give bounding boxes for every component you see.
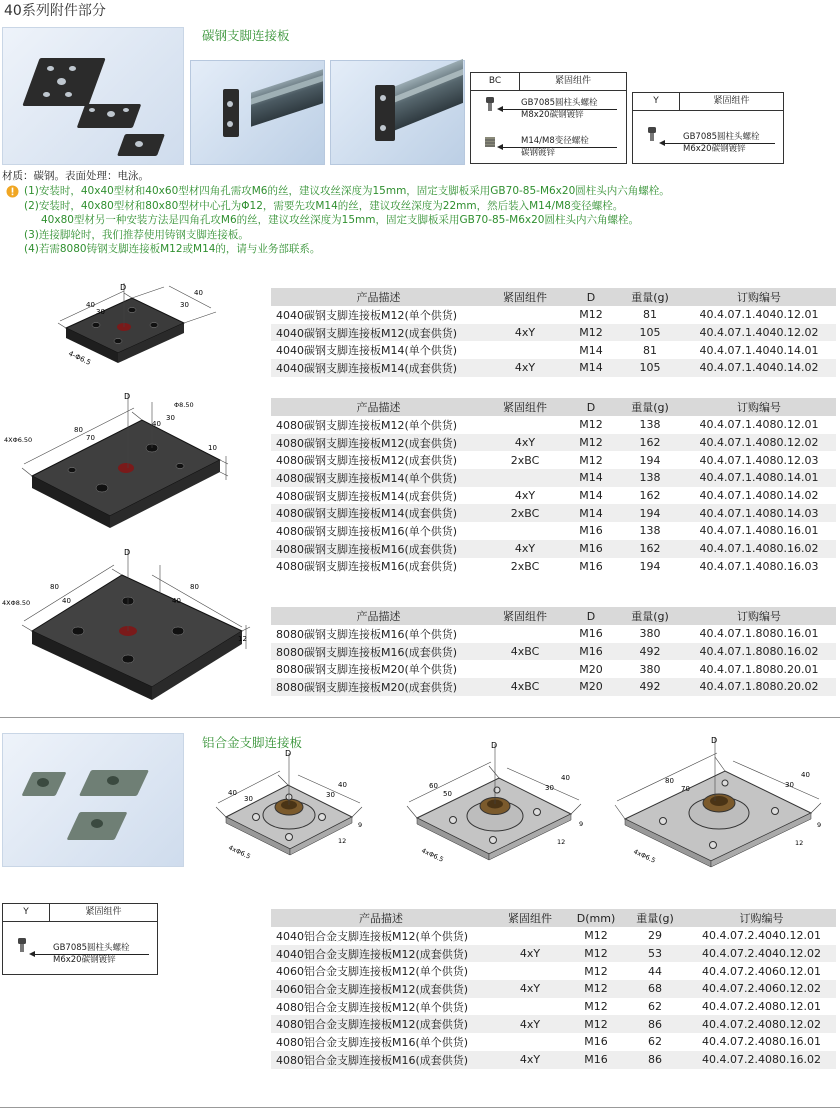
table-row [271,927,836,945]
cell-fastener: 4xY [491,945,569,963]
cell-weight: 86 [623,1015,687,1033]
table-row [271,1051,836,1069]
cell-description: 4080碳钢支脚连接板M16(单个供货) [276,524,458,538]
svg-text:30: 30 [244,795,253,803]
cell-order-no: 40.4.07.2.4060.12.02 [687,980,836,998]
cell-order-no: 40.4.07.1.4080.14.01 [682,469,836,487]
cell-description: 4080碳钢支脚连接板M12(单个供货) [276,418,458,432]
svg-text:4xΦ6.5: 4xΦ6.5 [632,847,657,865]
cell-description: 4080铝合金支脚连接板M16(单个供货) [276,1035,469,1049]
svg-text:9: 9 [817,821,822,829]
svg-text:D: D [124,548,131,557]
cell-description: 4040碳钢支脚连接板M12(单个供货) [276,308,458,322]
cell-description: 4060铝合金支脚连接板M12(单个供货) [276,965,469,979]
cell-weight: 81 [643,343,657,357]
cell-d: M12 [584,1000,608,1014]
svg-text:60: 60 [429,782,438,790]
cell-order-no: 40.4.07.1.4080.14.03 [682,504,836,522]
cell-weight: 68 [623,980,687,998]
svg-text:Φ8.50: Φ8.50 [174,401,194,409]
table-row [271,643,836,661]
cell-fastener: 4xBC [486,678,564,696]
table-row [271,522,836,540]
cell-weight: 194 [639,453,661,467]
cell-order-no: 40.4.07.1.4080.12.03 [699,453,819,467]
cell-fastener: 4xBC [486,643,564,661]
cell-fastener: 4xY [514,489,536,503]
cell-d: M14 [579,343,603,357]
cell-weight: 138 [618,469,682,487]
svg-text:D: D [491,741,498,750]
cell-weight: 138 [639,418,661,432]
cell-order-no: 40.4.07.2.4080.16.01 [702,1035,821,1049]
cell-d: M16 [579,559,603,573]
alu-section-title: 铝合金支脚连接板 [202,735,303,750]
svg-text:30: 30 [96,308,105,316]
cell-description: 4080铝合金支脚连接板M12(单个供货) [276,1000,469,1014]
svg-text:4XΦ6.50: 4XΦ6.50 [4,436,33,444]
svg-text:12: 12 [795,839,804,847]
cell-description: 4080碳钢支脚连接板M14(单个供货) [271,469,486,487]
cell-description: 4080碳钢支脚连接板M14(成套供货) [276,489,458,503]
table-row [271,504,836,522]
cell-d: M12 [564,324,618,342]
bc-item1-line2: M8x20碳钢镀锌 [521,110,584,120]
svg-text:80: 80 [50,583,59,591]
cell-weight: 62 [648,1035,662,1049]
table-row [271,1015,836,1033]
svg-text:40: 40 [62,597,71,605]
table-row [271,980,836,998]
cell-order-no: 40.4.07.1.4080.16.02 [682,540,836,558]
cell-d: M16 [579,524,603,538]
cell-description: 8080碳钢支脚连接板M16(成套供货) [271,643,486,661]
svg-text:80: 80 [665,777,674,785]
cell-weight: 138 [639,524,661,538]
table-alu [271,909,836,1069]
table-4040-carbon [271,288,836,377]
drawing-4040-carbon [44,283,229,378]
cell-fastener: 2xBC [510,453,540,467]
cell-weight: 194 [639,559,661,573]
cell-fastener [486,469,564,487]
cell-d: M16 [564,540,618,558]
dim-d: D [120,283,127,292]
cell-fastener [486,660,564,678]
section-divider [0,717,840,718]
cell-order-no: 40.4.07.1.4080.12.01 [699,418,819,432]
svg-text:40: 40 [152,420,161,428]
cell-weight: 380 [639,662,661,676]
cell-fastener [491,998,569,1016]
table-header-row: 产品描述 紧固组件 D 重量(g) 订购编号 [271,288,836,306]
table-header-row: 产品描述 紧固组件 D 重量(g) 订购编号 [271,607,836,625]
table-row [271,451,836,469]
table-header-row: 产品描述 紧固组件 D(mm) 重量(g) 订购编号 [271,909,836,927]
cell-weight: 105 [618,324,682,342]
cell-order-no: 40.4.07.1.4080.12.02 [682,434,836,452]
table-row [271,341,836,359]
bc-item2-line1: M14/M8变径螺栓 [521,136,589,146]
svg-text:4XΦ8.50: 4XΦ8.50 [2,599,31,607]
cell-description: 4080碳钢支脚连接板M16(成套供货) [271,540,486,558]
cell-weight: 29 [648,929,662,943]
cell-description: 4080碳钢支脚连接板M16(成套供货) [276,560,458,574]
cell-weight: 105 [618,359,682,377]
cell-description: 4040碳钢支脚连接板M14(成套供货) [271,359,486,377]
alu-y-box-col1: Y [3,904,50,921]
cell-d: M14 [564,504,618,522]
bottom-divider [0,1107,840,1108]
cell-weight: 380 [639,627,661,641]
svg-text:40: 40 [172,597,181,605]
table-row [271,487,836,505]
carbon-section-title: 碳钢支脚连接板 [202,28,290,43]
pointer-arrow-icon [35,954,149,955]
table-row [271,359,836,377]
svg-text:D: D [711,736,718,745]
warning-bulb-icon [6,185,19,198]
table-header-row: 产品描述 紧固组件 D 重量(g) 订购编号 [271,398,836,416]
table-row [271,678,836,696]
bc-item1-line1: GB7085圆柱头螺栓 [521,98,598,108]
bc-box-col2: 紧固组件 [554,76,591,86]
note-4: (4)若需8080铸钢支脚连接板M12或M14的，请与业务部联系。 [24,243,321,255]
carbon-mounting-photo-2 [330,60,465,165]
cell-d: M12 [579,453,603,467]
material-text: 材质：碳钢。表面处理：电泳。 [2,170,149,182]
cell-description: 4080铝合金支脚连接板M16(成套供货) [271,1051,491,1069]
cell-order-no: 40.4.07.1.4080.14.02 [699,489,819,503]
cell-description: 4040铝合金支脚连接板M12(成套供货) [271,945,491,963]
cell-d: M12 [569,1015,623,1033]
cell-description: 8080碳钢支脚连接板M20(成套供货) [271,678,486,696]
cell-fastener [486,341,564,359]
cell-fastener: 4xY [491,1015,569,1033]
cell-order-no: 40.4.07.2.4080.16.02 [687,1051,836,1069]
cell-order-no: 40.4.07.2.4040.12.01 [702,929,821,943]
carbon-plates-photo [2,27,184,165]
svg-text:40: 40 [194,289,203,297]
cell-order-no: 40.4.07.1.8080.16.02 [682,643,836,661]
cell-fastener [486,625,564,643]
cell-fastener: 4xY [486,540,564,558]
cell-order-no: 40.4.07.1.8080.20.01 [699,662,819,676]
cell-weight: 492 [618,678,682,696]
svg-text:80: 80 [190,583,199,591]
cell-weight: 44 [648,964,662,978]
alu-y-item1-line1: GB7085圆柱头螺栓 [53,943,130,953]
svg-text:4xΦ6.5: 4xΦ6.5 [227,843,252,861]
table-row [271,998,836,1016]
cell-weight: 194 [618,504,682,522]
cell-d: M14 [564,359,618,377]
svg-text:70: 70 [681,785,690,793]
cell-order-no: 40.4.07.2.4040.12.02 [687,945,836,963]
table-row [271,1033,836,1051]
svg-text:80: 80 [74,426,83,434]
alu-y-item1-line2: M6x20碳钢镀锌 [53,955,116,965]
cell-d: M16 [584,1035,608,1049]
cell-d: M20 [579,662,603,676]
cap-screw-icon [485,97,495,111]
cell-order-no: 40.4.07.2.4060.12.01 [702,964,821,978]
svg-text:4-Φ6.5: 4-Φ6.5 [67,349,92,367]
cell-order-no: 40.4.07.2.4080.12.02 [687,1015,836,1033]
cell-order-no: 40.4.07.1.4040.12.02 [682,324,836,342]
svg-text:40: 40 [228,789,237,797]
note-1: (1)安装时，40x40型材和40x60型材四角孔需攻M6的丝，建议攻丝深度为15mm，固定支脚板采用GB70-85-M6x20圆柱头内六角螺栓。 [24,185,670,197]
cell-fastener: 4xY [491,1051,569,1069]
cell-d: M14 [579,489,603,503]
cell-order-no: 40.4.07.2.4080.12.01 [702,1000,821,1014]
install-notes [24,184,840,257]
y-item1-line1: GB7085圆柱头螺栓 [683,132,760,142]
page-title: 40系列附件部分 [4,3,106,19]
drawing-4080-carbon [2,390,232,530]
cell-weight: 53 [623,945,687,963]
cell-fastener: 4xY [491,980,569,998]
cell-weight: 162 [618,540,682,558]
svg-text:30: 30 [545,784,554,792]
note-3: (3)连接脚轮时，我们推荐使用铸钢支脚连接板。 [24,228,249,241]
y-box-col2: 紧固组件 [713,96,750,106]
alu-plates-photo [2,733,184,867]
cell-order-no: 40.4.07.1.4040.12.01 [699,308,819,322]
pointer-arrow-icon [665,143,775,144]
svg-text:12: 12 [338,837,347,845]
svg-text:4xΦ6.5: 4xΦ6.5 [420,846,445,864]
cell-order-no: 40.4.07.1.4080.16.03 [699,559,819,573]
cell-d: M16 [569,1051,623,1069]
table-row [271,416,836,434]
cell-weight: 162 [618,434,682,452]
svg-text:40: 40 [561,774,570,782]
cell-fastener [486,306,564,324]
cell-description: 4080铝合金支脚连接板M12(成套供货) [271,1015,491,1033]
note-2: (2)安装时，40x80型材和80x80型材中心孔为Φ12，需要先攻M14的丝，建议攻丝深度为22mm，然后装入M14/M8变径螺栓。 [24,199,624,212]
cell-d: M12 [569,945,623,963]
cell-d: M16 [564,643,618,661]
table-4080-carbon [271,398,836,575]
cell-d: M20 [564,678,618,696]
svg-text:12: 12 [557,838,566,846]
y-box-col1: Y [633,93,680,110]
table-row [271,558,836,576]
cap-screw-icon [17,938,27,952]
table-row [271,660,836,678]
cell-description: 8080碳钢支脚连接板M20(单个供货) [276,663,458,677]
svg-text:10: 10 [208,444,217,452]
cell-weight: 86 [623,1051,687,1069]
cell-weight: 62 [648,1000,662,1014]
svg-text:9: 9 [579,820,584,828]
drawing-4040-alu [198,745,383,870]
svg-text:70: 70 [86,434,95,442]
cell-d: M12 [569,980,623,998]
cell-order-no: 40.4.07.1.8080.16.01 [699,627,819,641]
cell-fastener: 4xY [486,324,564,342]
drawing-8080-carbon [2,545,252,705]
cell-fastener [491,962,569,980]
cell-order-no: 40.4.07.1.4080.16.01 [699,524,819,538]
cell-description: 4040碳钢支脚连接板M12(成套供货) [271,324,486,342]
cell-d: M14 [564,469,618,487]
svg-text:12: 12 [238,635,247,643]
cell-order-no: 40.4.07.1.4040.14.01 [699,343,819,357]
cell-d: M12 [579,308,603,322]
cell-d: M16 [579,627,603,641]
bc-box-col1: BC [471,73,520,90]
table-row [271,434,836,452]
table-row [271,469,836,487]
cell-weight: 492 [618,643,682,661]
reducer-bolt-icon [483,135,497,149]
alu-y-fastener-box [2,903,158,975]
alu-y-box-col2: 紧固组件 [85,907,122,917]
cell-order-no: 40.4.07.1.8080.20.02 [682,678,836,696]
pointer-arrow-icon [503,109,617,110]
drawing-4060-alu [395,740,595,875]
cell-weight: 162 [639,489,661,503]
svg-text:9: 9 [358,821,363,829]
svg-text:50: 50 [443,790,452,798]
cap-screw-icon [647,127,657,141]
y-item1-line2: M6x20碳钢镀锌 [683,144,746,154]
cell-weight: 81 [643,308,657,322]
table-row [271,324,836,342]
cell-description: 4080碳钢支脚连接板M12(成套供货) [271,434,486,452]
table-row [271,625,836,643]
bc-fastener-box [470,72,627,164]
table-row [271,962,836,980]
svg-text:40: 40 [801,771,810,779]
cell-fastener [491,927,569,945]
cell-fastener: 2xBC [486,504,564,522]
cell-fastener [486,416,564,434]
cell-description: 4080碳钢支脚连接板M14(成套供货) [271,504,486,522]
cell-fastener: 4xY [486,434,564,452]
pointer-arrow-icon [503,147,617,148]
cell-d: M12 [579,418,603,432]
cell-fastener: 4xY [486,359,564,377]
cell-fastener: 2xBC [510,559,540,573]
svg-text:40: 40 [86,301,95,309]
table-row [271,540,836,558]
svg-text:30: 30 [166,414,175,422]
table-row [271,945,836,963]
svg-text:D: D [285,749,292,758]
svg-text:40: 40 [338,781,347,789]
drawing-4080-alu [605,733,837,873]
note-2b: 40x80型材另一种安装方法是四角孔攻M6的丝，建议攻丝深度为15mm，固定支脚板采用GB70-85-M6x20圆柱头内六角螺栓。 [41,214,639,226]
cell-order-no: 40.4.07.1.4040.14.02 [682,359,836,377]
y-fastener-box [632,92,784,164]
cell-description: 4040碳钢支脚连接板M14(单个供货) [276,344,458,358]
cell-d: M12 [564,434,618,452]
svg-text:30: 30 [326,791,335,799]
cell-description: 4080碳钢支脚连接板M12(成套供货) [276,454,458,468]
cell-description: 4060铝合金支脚连接板M12(成套供货) [271,980,491,998]
table-8080-carbon [271,607,836,696]
svg-text:30: 30 [785,781,794,789]
cell-d: M12 [584,964,608,978]
svg-text:D: D [124,392,131,401]
cell-d: M12 [584,929,608,943]
cell-description: 4040铝合金支脚连接板M12(单个供货) [276,929,469,943]
cell-fastener [486,522,564,540]
cell-fastener [491,1033,569,1051]
table-row [271,306,836,324]
carbon-mounting-photo-1 [190,60,325,165]
svg-text:30: 30 [180,301,189,309]
cell-description: 8080碳钢支脚连接板M16(单个供货) [276,627,458,641]
bc-item2-line2: 碳钢镀锌 [521,148,556,158]
